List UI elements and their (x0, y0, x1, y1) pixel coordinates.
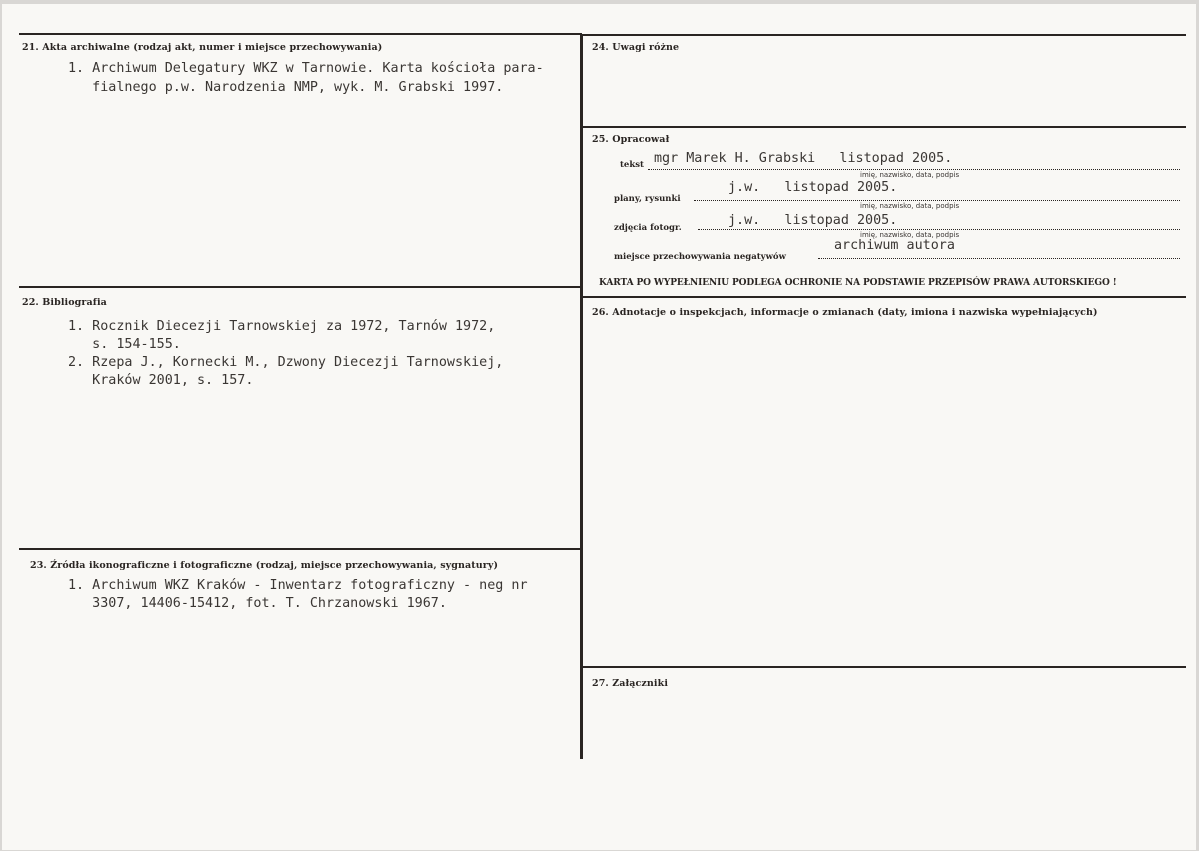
tekst-label: tekst (620, 160, 644, 170)
tekst-dotted-line (648, 169, 1180, 170)
plany-label: plany, rysunki (614, 194, 681, 204)
top-right-rule (582, 34, 1186, 36)
section-22-line-4: Kraków 2001, s. 157. (68, 373, 254, 388)
plany-value: j.w. listopad 2005. (728, 180, 898, 195)
section-22-line-2: s. 154-155. (68, 337, 181, 352)
section-24-label: 24. Uwagi różne (592, 42, 680, 53)
section-23-line-2: 3307, 14406-15412, fot. T. Chrzanowski 1967. (68, 596, 447, 611)
section-25-label: 25. Opracował (592, 134, 670, 145)
center-divider (580, 34, 583, 759)
section-27-label: 27. Załączniki (592, 678, 669, 689)
negatywy-label: miejsce przechowywania negatywów (614, 252, 786, 262)
rule-25-26 (582, 296, 1186, 298)
plany-hint: imię, nazwisko, data, podpis (860, 202, 960, 210)
section-21-line-1: 1. Archiwum Delegatury WKZ w Tarnowie. Karta kościoła para- (68, 61, 544, 76)
section-21-label: 21. Akta archiwalne (rodzaj akt, numer i miejsce przechowywania) (22, 42, 383, 53)
catalog-card-sheet (2, 4, 1196, 850)
rule-22-23 (19, 548, 582, 550)
plany-dotted-line (694, 200, 1180, 201)
top-left-rule (19, 33, 582, 35)
zdjecia-value: j.w. listopad 2005. (728, 213, 898, 228)
section-23-label: 23. Źródła ikonograficzne i fotograficzne (rodzaj, miejsce przechowywania, sygnatury) (30, 560, 499, 571)
section-22-line-3: 2. Rzepa J., Kornecki M., Dzwony Diecezji Tarnowskiej, (68, 355, 504, 370)
copyright-notice: KARTA PO WYPEŁNIENIU PODLEGA OCHRONIE NA PODSTAWIE PRZEPISÓW PRAWA AUTORSKIEGO ! (599, 278, 1117, 288)
section-22-line-1: 1. Rocznik Diecezji Tarnowskiej za 1972, Tarnów 1972, (68, 319, 496, 334)
tekst-hint: imię, nazwisko, data, podpis (860, 171, 960, 179)
negatywy-dotted-line (818, 258, 1180, 259)
rule-24-25 (582, 126, 1186, 128)
zdjecia-hint: imię, nazwisko, data, podpis (860, 231, 960, 239)
tekst-value: mgr Marek H. Grabski listopad 2005. (654, 151, 953, 166)
zdjecia-label: zdjęcia fotogr. (614, 223, 682, 233)
section-26-label: 26. Adnotacje o inspekcjach, informacje o zmianach (daty, imiona i nazwiska wypełniających) (592, 307, 1098, 318)
negatywy-value: archiwum autora (834, 238, 955, 253)
section-23-line-1: 1. Archiwum WKZ Kraków - Inwentarz fotograficzny - neg nr (68, 578, 528, 593)
rule-21-22 (19, 286, 582, 288)
rule-26-27 (582, 666, 1186, 668)
section-22-label: 22. Bibliografia (22, 297, 107, 308)
section-21-line-2: fialnego p.w. Narodzenia NMP, wyk. M. Grabski 1997. (68, 80, 504, 95)
